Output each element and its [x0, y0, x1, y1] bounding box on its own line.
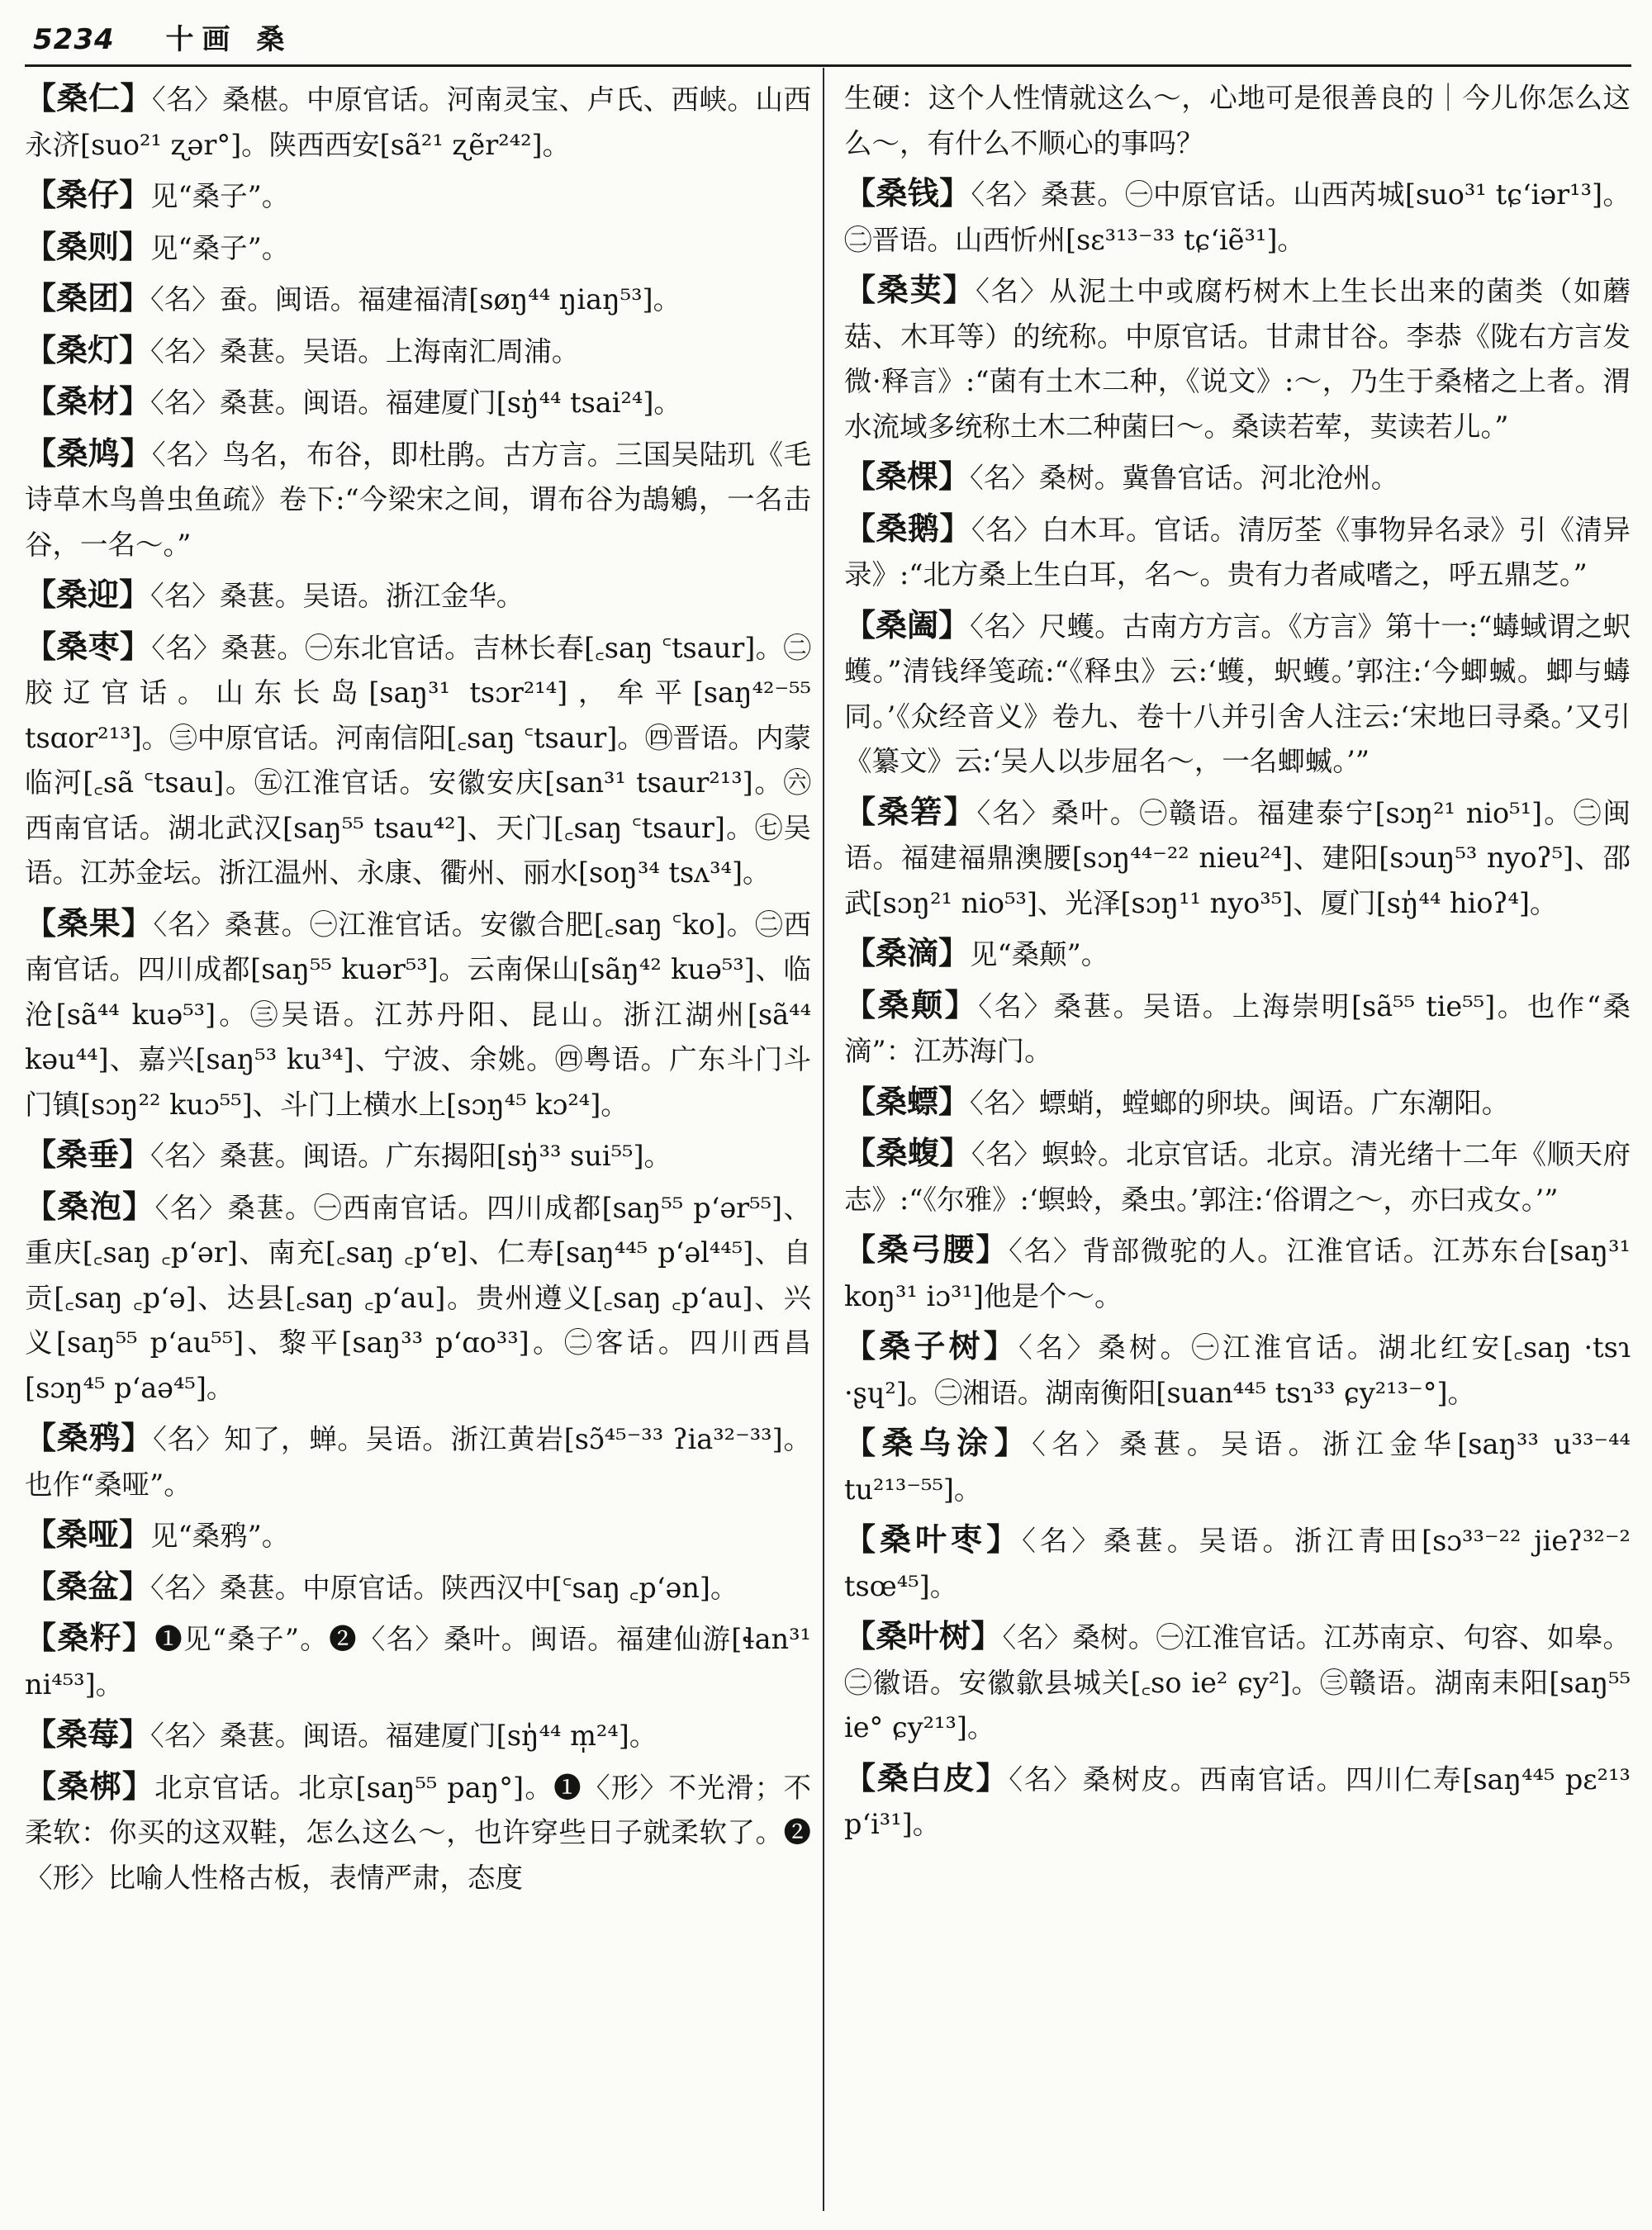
headword-text: 桑棵	[876, 458, 939, 495]
entry-headword: 【桑灯】	[25, 330, 151, 368]
page-header	[33, 15, 1627, 64]
headword-text: 桑叶树	[876, 1617, 971, 1654]
entry-headword: 【桑垂】	[25, 1136, 151, 1173]
entry-definition: 〈名〉桑树。冀鲁官话。河北沧州。	[970, 462, 1399, 494]
entry-headword: 【桑枣】	[25, 627, 152, 665]
entry-definition: 〈名〉鸟名，布谷，即杜鹃。古方言。三国吴陆玑《毛诗草木鸟兽虫鱼疏》卷下:“今梁宋之间，谓布谷为鴶鵴，一名击谷，一名～。”	[25, 438, 811, 561]
entry-definition: 见“桑鸦”。	[150, 1520, 290, 1552]
entry-headword: 【桑果】	[25, 904, 154, 942]
dictionary-entry	[844, 454, 1631, 501]
column-divider	[823, 68, 824, 2211]
dictionary-entry	[844, 1614, 1631, 1751]
entry-definition: 〈名〉桑葚。吴语。浙江金华。	[150, 580, 525, 612]
dictionary-entry	[25, 328, 811, 375]
dictionary-entry	[844, 506, 1631, 598]
entry-headword: 【桑莓】	[25, 1715, 151, 1753]
headword-text: 桑鹅	[876, 509, 940, 547]
entry-definition: 〈名〉桑葚。㊀中原官话。山西芮城[suo³¹ tɕ‘iər¹³]。㊁晋语。山西忻州[sɛ³¹³⁻³³ tɕ‘iẽ³¹]。	[844, 178, 1631, 256]
entry-definition: 〈名〉桑树皮。西南官话。四川仁寿[saŋ⁴⁴⁵ pɛ²¹³ p‘i³¹]。	[844, 1763, 1631, 1840]
headword-text: 桑垂	[56, 1136, 120, 1173]
entry-headword: 【桑阖】	[844, 605, 971, 643]
dictionary-entry	[25, 431, 811, 568]
dictionary-entry	[25, 1764, 811, 1901]
dictionary-entry	[844, 1227, 1631, 1319]
dictionary-entry	[25, 173, 811, 220]
entry-definition: 〈名〉螟蛉。北京官话。北京。清光绪十二年《顺天府志》:“《尔雅》:‘螟蛉，桑虫。’郭注:‘俗谓之～，亦曰戎女。’”	[844, 1138, 1631, 1216]
headword-text: 桑弓腰	[876, 1231, 976, 1268]
entry-headword: 【桑鸠】	[25, 434, 152, 472]
headword-text: 桑螵	[876, 1082, 939, 1120]
entry-headword: 【桑弓腰】	[844, 1231, 1009, 1268]
entry-definition: 〈名〉桑叶。㊀赣语。福建泰宁[sɔŋ²¹ nio⁵¹]。㊁闽语。福建福鼎澳腰[sɔŋ⁴⁴⁻²² nieu²⁴]、建阳[sɔuŋ⁵³ nyoʔ⁵]、邵武[sɔŋ²¹ nio⁵³]、光泽[sɔŋ¹¹ nyo³⁵]、厦门[sŋ̍⁴⁴ hioʔ⁴]。	[844, 796, 1631, 919]
dictionary-entry	[25, 1132, 811, 1179]
dictionary-entry	[25, 1184, 811, 1412]
entry-headword: 【桑滴】	[844, 934, 971, 971]
dictionary-entry	[25, 1564, 811, 1611]
headword-text: 桑白皮	[876, 1758, 976, 1796]
headword-text: 桑蝮	[876, 1134, 940, 1171]
entry-definition: 〈名〉桑葚。闽语。福建厦门[sŋ̍⁴⁴ tsai²⁴]。	[150, 387, 681, 419]
dictionary-entry	[25, 225, 811, 272]
entry-headword: 【桑棵】	[844, 458, 971, 495]
headword-text: 桑泡	[57, 1187, 123, 1225]
dictionary-entry	[844, 171, 1631, 263]
entry-definition: 〈名〉桑葚。㊀东北官话。吉林长春[꜀saŋ ꜂tsaur]。㊁胶辽官话。山东长岛[saŋ³¹ tsɔr²¹⁴]，牟平[saŋ⁴²⁻⁵⁵ tsɑor²¹³]。㊂中原官话。河南信阳[꜀saŋ ꜂tsaur]。㊃晋语。内蒙临河[꜀sã ꜂tsau]。㊄江淮官话。安徽安庆[san³¹ tsaur²¹³]。㊅西南官话。湖北武汉[saŋ⁵⁵ tsau⁴²]、天门[꜀saŋ ꜂tsaur]。㊆吴语。江苏金坛。浙江温州、永康、衢州、丽水[soŋ³⁴ tsʌ³⁴]。	[25, 631, 811, 889]
headword-text: 桑莓	[56, 1715, 120, 1753]
entry-headword: 【桑荬】	[844, 271, 976, 308]
headword-text: 桑则	[56, 227, 120, 265]
entry-headword: 【桑迎】	[25, 576, 151, 613]
entry-headword: 【桑籽】	[25, 1619, 155, 1656]
entry-definition: 〈名〉尺蠖。古南方方言。《方言》第十一:“蝳蜮谓之蚇蠖。”清钱绎笺疏:“《释虫》云:‘蠖，蚇蠖。’郭注:‘今蝍蝛。蝍与蝳同。’《众经音义》卷九、卷十八并引舍人注云:‘宋地曰寻桑。’又引《纂文》云:‘吴人以步屈名～，一名蝍蝛。’”	[844, 610, 1631, 777]
entry-definition: 北京官话。北京[saŋ⁵⁵ paŋ°]。❶〈形〉不光滑；不柔软：你买的这双鞋，怎么这么～，也许穿些日子就柔软了。❷〈形〉比喻人性格古板，表情严肃，态度	[25, 1771, 811, 1894]
dictionary-entry	[844, 931, 1631, 978]
dictionary-entry	[844, 790, 1631, 927]
entry-definition: 〈名〉蚕。闽语。福建福清[søŋ⁴⁴ ŋiaŋ⁵³]。	[150, 283, 681, 316]
entry-headword: 【桑仔】	[25, 176, 151, 213]
entry-definition: 〈名〉桑树。㊀江淮官话。湖北红安[꜀saŋ ·tsɿ ·ʂɥ²]。㊁湘语。湖南衡阳[suan⁴⁴⁵ tsɿ³³ ɕy²¹³⁻°]。	[844, 1331, 1631, 1409]
dictionary-entry	[844, 268, 1631, 449]
dictionary-entry	[844, 1517, 1631, 1609]
headword-text: 桑哑	[56, 1516, 120, 1553]
headword-text: 桑箬	[877, 792, 944, 830]
headword-text: 桑枣	[56, 627, 120, 665]
entry-headword: 【桑颠】	[844, 985, 979, 1023]
headword-text: 桑籽	[57, 1619, 122, 1656]
entry-definition: 〈名〉桑椹。中原官话。河南灵宝、卢氏、西峡。山西永济[suo²¹ ʐər°]。陕西西安[sã²¹ ʐẽr²⁴²]。	[25, 83, 811, 161]
entry-definition: 〈名〉桑葚。吴语。浙江青田[sɔ³³⁻²² jieʔ³²⁻² tsœ⁴⁵]。	[844, 1525, 1631, 1602]
headword-text: 桑盆	[56, 1567, 120, 1605]
entry-headword: 【桑则】	[25, 227, 151, 265]
entry-headword: 【桑白皮】	[844, 1758, 1009, 1796]
dictionary-entry	[25, 1712, 811, 1759]
entry-headword: 【桑泡】	[25, 1187, 155, 1225]
headword-text: 桑鸦	[56, 1419, 121, 1456]
headword-text: 桑梆	[57, 1767, 122, 1805]
left-column	[25, 76, 811, 2219]
entry-headword: 【桑材】	[25, 382, 151, 420]
entry-headword: 【桑钱】	[844, 174, 971, 211]
headword-text: 桑材	[56, 382, 120, 420]
entry-headword: 【桑团】	[25, 279, 151, 316]
dictionary-entry	[844, 603, 1631, 785]
entry-definition: 〈名〉桑葚。㊀江淮官话。安徽合肥[꜀saŋ ꜂ko]。㊁西南官话。四川成都[saŋ⁵⁵ kuər⁵³]。云南保山[sãŋ⁴² kuə⁵³]、临沧[sã⁴⁴ kuə⁵³]。㊂吴语。江苏丹阳、昆山。浙江湖州[sã⁴⁴ kəu⁴⁴]、嘉兴[saŋ⁵³ ku³⁴]、宁波、余姚。㊃粤语。广东斗门斗门镇[sɔŋ²² kuɔ⁵⁵]、斗门上横水上[sɔŋ⁴⁵ kɔ²⁴]。	[25, 908, 811, 1121]
entry-headword: 【桑子树】	[844, 1327, 1018, 1364]
headword-text: 桑果	[56, 904, 121, 942]
entry-definition: 〈名〉桑葚。㊀西南官话。四川成都[saŋ⁵⁵ p‘ər⁵⁵]、重庆[꜀saŋ ꜀p‘ər]、南充[꜀saŋ ꜀p‘ɐ]、仁寿[saŋ⁴⁴⁵ p‘əl⁴⁴⁵]、自贡[꜀saŋ ꜀p‘ə]、达县[꜀saŋ ꜀p‘au]。贵州遵义[꜀saŋ ꜀p‘au]、兴义[saŋ⁵⁵ p‘au⁵⁵]、黎平[saŋ³³ p‘ɑo³³]。㊁客话。四川西昌[sɔŋ⁴⁵ p‘aə⁴⁵]。	[25, 1191, 811, 1404]
headword-text: 桑叶枣	[880, 1521, 987, 1558]
section-title: 十画 桑	[165, 23, 293, 56]
entry-headword: 【桑叶枣】	[844, 1521, 1023, 1558]
headword-text: 桑鸠	[56, 434, 121, 472]
entry-headword: 【桑叶树】	[844, 1617, 1003, 1654]
entry-headword: 【桑乌涂】	[844, 1424, 1032, 1461]
headword-text: 桑钱	[876, 174, 940, 211]
headword-text: 桑乌涂	[881, 1424, 995, 1461]
headword-text: 桑仁	[56, 79, 121, 116]
dictionary-entry	[25, 1512, 811, 1559]
entry-definition: 〈名〉桑葚。闽语。广东揭阳[sŋ̍³³ sui⁵⁵]。	[150, 1140, 672, 1172]
entry-definition: 〈名〉白木耳。官话。清厉荃《事物异名录》引《清异录》:“北方桑上生白耳，名～。贵有力者咸嗜之，呼五鼎芝。”	[844, 513, 1631, 591]
dictionary-entry	[25, 901, 811, 1128]
dictionary-entry	[844, 1421, 1631, 1512]
entry-definition: 〈名〉桑葚。吴语。上海崇明[sã⁵⁵ tie⁵⁵]。也作“桑滴”：江苏海门。	[844, 989, 1631, 1067]
continued-text: 生硬：这个人性情就这么～，心地可是很善良的｜今儿你怎么这么～，有什么不顺心的事吗？	[844, 82, 1631, 159]
entry-definition: 〈名〉桑葚。吴语。上海南汇周浦。	[150, 334, 580, 368]
entry-definition: ❶见“桑子”。❷〈名〉桑叶。闽语。福建仙游[ɬan³¹ ni⁴⁵³]。	[25, 1623, 811, 1701]
entry-headword: 【桑仁】	[25, 79, 152, 116]
dictionary-entry	[844, 1756, 1631, 1848]
entry-headword: 【桑哑】	[25, 1516, 151, 1553]
entry-definition: 见“桑子”。	[150, 231, 290, 264]
right-column	[844, 76, 1631, 2219]
headword-text: 桑团	[56, 279, 120, 316]
dictionary-entry	[844, 1324, 1631, 1416]
entry-definition: 〈名〉桑葚。中原官话。陕西汉中[꜂saŋ ꜀p‘ən]。	[150, 1571, 738, 1604]
entry-definition: 〈名〉桑葚。吴语。浙江金华[saŋ³³ u³³⁻⁴⁴ tu²¹³⁻⁵⁵]。	[844, 1428, 1631, 1506]
dictionary-entry	[25, 1416, 811, 1507]
entry-definition: 〈名〉知了，蝉。吴语。浙江黄岩[sɔ̃⁴⁵⁻³³ ʔia³²⁻³³]。也作“桑哑”。	[25, 1423, 811, 1501]
headword-text: 桑灯	[56, 330, 120, 368]
headword-text: 桑颠	[877, 985, 945, 1023]
entry-definition: 〈名〉从泥土中或腐朽树木上生长出来的菌类（如蘑菇、木耳等）的统称。中原官话。甘肃甘谷。李恭《陇右方言发微·释言》:“菌有土木二种，《说文》:～，乃生于桑楮之上者。渭水流域多统称土木二种菌曰～。桑读若荤，荬读若儿。”	[844, 275, 1631, 443]
entry-definition: 〈名〉螵蛸，螳螂的卵块。闽语。广东潮阳。	[970, 1086, 1510, 1119]
entry-definition: 见“桑子”。	[150, 180, 290, 212]
entry-headword: 【桑梆】	[25, 1767, 155, 1805]
entry-headword: 【桑鹅】	[844, 509, 971, 547]
entry-headword: 【桑箬】	[844, 792, 977, 830]
headword-text: 桑子树	[879, 1327, 984, 1364]
entry-definition: 〈名〉桑树。㊀江淮官话。江苏南京、句容、如皋。㊁徽语。安徽歙县城关[꜀so ie² ɕy²]。㊂赣语。湖南耒阳[saŋ⁵⁵ ie° ɕy²¹³]。	[844, 1621, 1631, 1744]
entry-headword: 【桑蝮】	[844, 1134, 971, 1171]
dictionary-entry	[25, 624, 811, 896]
headword-text: 桑阖	[876, 605, 939, 643]
headword-text: 桑仔	[56, 176, 120, 213]
entry-definition: 〈名〉背部微驼的人。江淮官话。江苏东台[saŋ³¹ koŋ³¹ iɔ³¹]他是个～。	[844, 1235, 1631, 1312]
dictionary-entry	[25, 379, 811, 426]
entry-headword: 【桑鸦】	[25, 1419, 154, 1456]
dictionary-entry	[25, 76, 811, 168]
headword-text: 桑荬	[876, 271, 943, 308]
dictionary-entry	[25, 572, 811, 619]
dictionary-entry	[844, 1131, 1631, 1222]
page-number: 5234	[33, 23, 115, 56]
entry-definition: 见“桑颠”。	[970, 938, 1109, 970]
dictionary-entry	[844, 983, 1631, 1075]
dictionary-entry	[25, 1616, 811, 1707]
header-rule	[25, 64, 1631, 67]
dictionary-entry	[844, 1079, 1631, 1127]
headword-text: 桑迎	[56, 576, 120, 613]
dictionary-entry	[25, 276, 811, 323]
headword-text: 桑滴	[876, 934, 939, 971]
entry-definition: 〈名〉桑葚。闽语。福建厦门[sŋ̍⁴⁴ m̩²⁴]。	[150, 1720, 657, 1752]
entry-headword: 【桑盆】	[25, 1567, 151, 1605]
entry-headword: 【桑螵】	[844, 1082, 971, 1120]
